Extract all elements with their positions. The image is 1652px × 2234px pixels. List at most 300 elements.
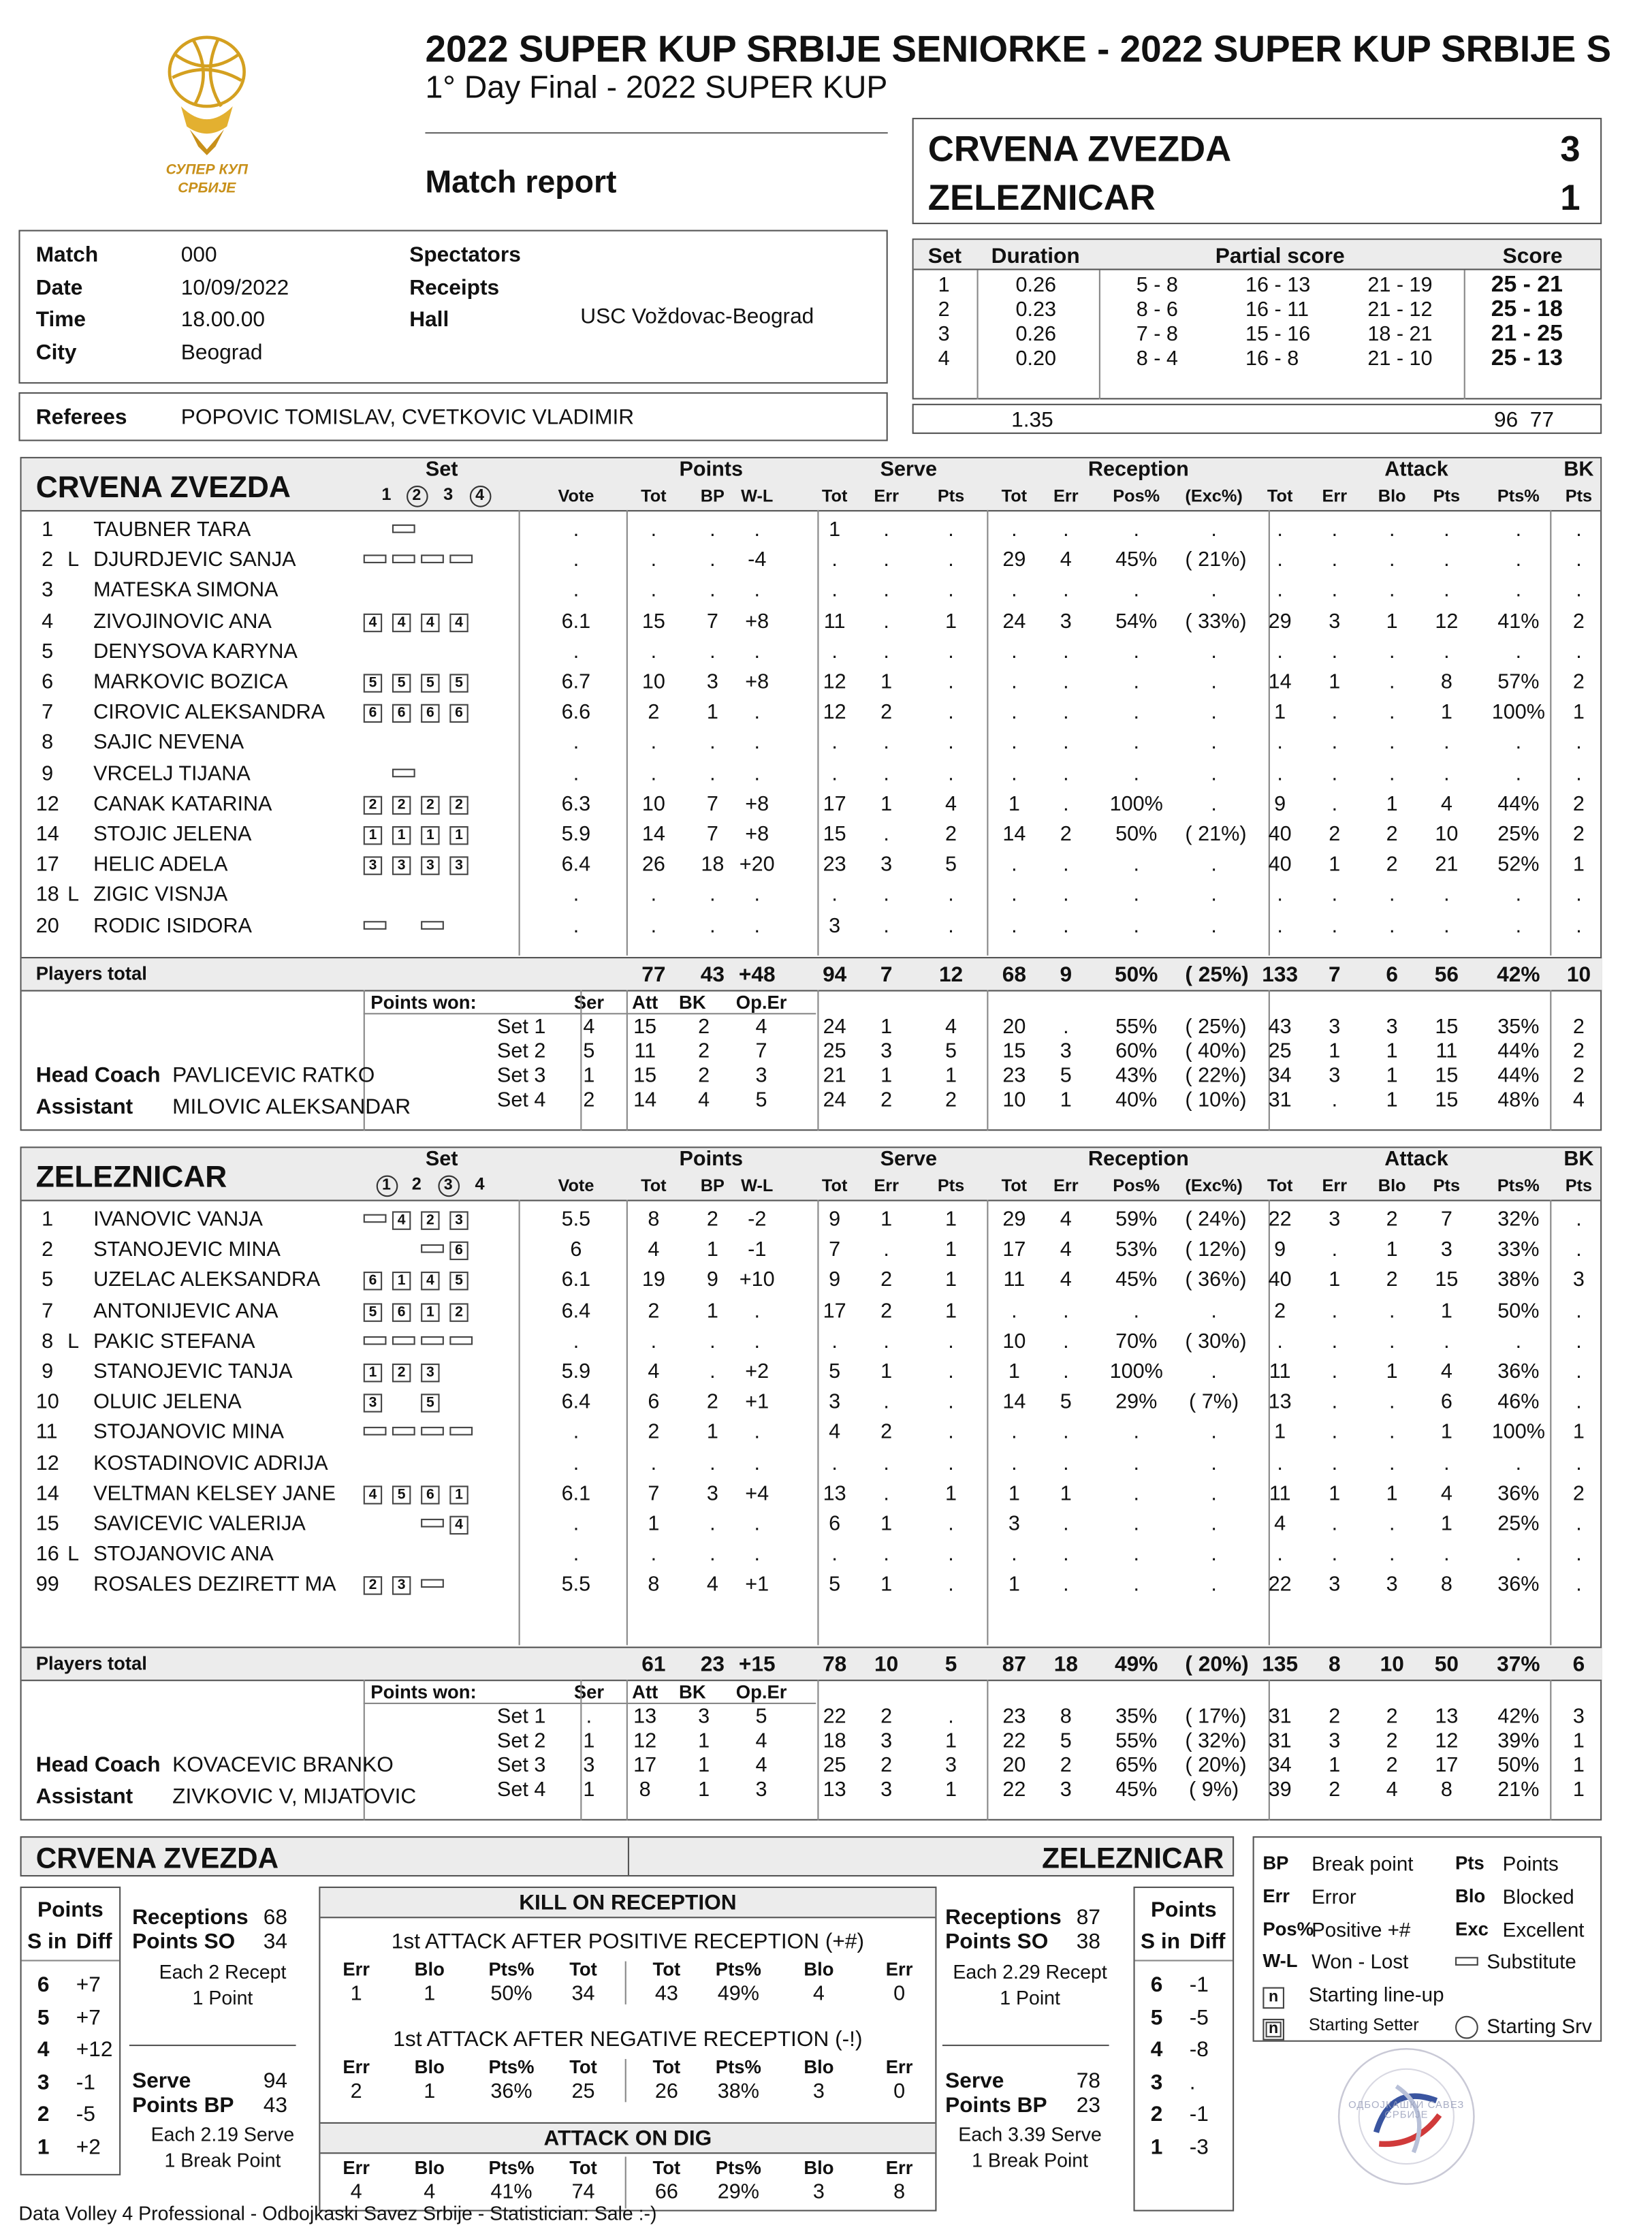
stat-cell: . xyxy=(1063,518,1069,542)
stat-cell: 15 xyxy=(823,823,846,847)
stat-cell: . xyxy=(1063,701,1069,725)
divider xyxy=(625,2059,626,2102)
stat-cell: . xyxy=(1133,518,1139,542)
points-won-cell: 2 xyxy=(583,1089,595,1112)
rotation-number: 5 xyxy=(1150,2005,1163,2030)
stat-cell: 26 xyxy=(641,853,665,877)
stat-cell: 24 xyxy=(1002,610,1026,633)
player-row xyxy=(22,1449,1602,1479)
stat-cell: . xyxy=(1331,1513,1338,1537)
divider xyxy=(364,1013,816,1014)
away-sets-won: 1 xyxy=(1560,178,1580,219)
legend-abbr: BP xyxy=(1262,1852,1289,1874)
subheader-tot: Tot xyxy=(641,1175,667,1196)
points-won-label: Points won: xyxy=(370,1681,477,1703)
total-cell: 18 xyxy=(1053,1652,1078,1677)
points-won-cell: 4 xyxy=(755,1754,767,1778)
summary-header xyxy=(20,1836,1235,1876)
dig-value: 4 xyxy=(424,2181,436,2205)
subheader-bp: BP xyxy=(700,1175,725,1196)
player-number: 7 xyxy=(42,701,54,725)
stat-cell: 1 xyxy=(706,1421,718,1445)
stat-cell: . xyxy=(754,731,761,755)
stat-cell: 32% xyxy=(1497,1208,1540,1231)
set-stat-cell: ( 25%) xyxy=(1185,1016,1247,1039)
set-stat-cell: ( 32%) xyxy=(1185,1729,1247,1753)
stat-cell: 2 xyxy=(1572,671,1585,694)
stat-cell: 1 xyxy=(1386,1482,1398,1506)
stat-cell: . xyxy=(831,762,838,786)
player-row xyxy=(22,821,1602,851)
stat-cell: . xyxy=(948,640,954,664)
header-points: Points xyxy=(679,1148,743,1171)
total-cell: 68 xyxy=(1002,962,1026,988)
sets-header-set: Set xyxy=(927,244,962,269)
stat-cell: 45% xyxy=(1115,1269,1158,1293)
rotation-diff: -1 xyxy=(1189,1972,1209,1998)
set-number: 4 xyxy=(938,347,950,371)
player-name: MARKOVIC BOZICA xyxy=(93,671,288,694)
starting-position: 3 xyxy=(421,857,439,875)
stat-cell: . xyxy=(1576,1300,1582,1323)
stat-cell: 11 xyxy=(1269,1360,1291,1384)
player-number: 8 xyxy=(42,731,54,755)
stat-cell: . xyxy=(883,549,889,573)
substitute-marker xyxy=(364,555,387,564)
away-rec-ratio-2: 1 Point xyxy=(1000,1987,1060,2009)
subheader-err: Err xyxy=(1322,1175,1348,1196)
stat-cell: . xyxy=(1576,549,1582,573)
points-won-cell: 7 xyxy=(755,1040,767,1064)
home-sets-won: 3 xyxy=(1560,129,1580,170)
dig-col-header: Blo xyxy=(414,2156,445,2179)
starting-position: 2 xyxy=(421,1211,439,1229)
rotation-diff: +12 xyxy=(76,2037,113,2062)
home-points-bp-label: Points BP xyxy=(132,2093,234,2118)
stat-cell: . xyxy=(573,518,579,542)
players-total-label: Players total xyxy=(35,962,147,985)
kor-col-header: Err xyxy=(343,1958,370,1981)
stat-cell: . xyxy=(1576,640,1582,664)
set-stat-cell: ( 40%) xyxy=(1185,1040,1247,1064)
stat-cell: . xyxy=(1331,1238,1338,1262)
player-row xyxy=(22,881,1602,911)
away-team-name: ZELEZNICAR xyxy=(927,178,1156,219)
points-won-cell: 3 xyxy=(755,1778,767,1802)
kor-value: 1 xyxy=(424,2080,436,2104)
set-stat-cell: 17 xyxy=(1435,1754,1459,1778)
dig-value: 4 xyxy=(350,2181,362,2205)
set-stat-cell: 4 xyxy=(1386,1778,1398,1802)
stat-cell: . xyxy=(948,1451,954,1475)
substitute-marker xyxy=(392,524,415,533)
stat-cell: 14 xyxy=(641,823,665,847)
stat-cell: . xyxy=(1331,884,1338,907)
player-number: 5 xyxy=(42,640,54,664)
rotation-diff: +2 xyxy=(76,2135,101,2160)
player-row xyxy=(22,912,1602,942)
players-total-label: Players total xyxy=(35,1652,147,1674)
set-stat-cell: 13 xyxy=(823,1778,846,1802)
stat-cell: . xyxy=(1576,1451,1582,1475)
stat-cell: . xyxy=(1011,671,1017,694)
stat-cell: 59% xyxy=(1115,1208,1158,1231)
stat-cell: . xyxy=(1277,1543,1283,1567)
stat-cell: . xyxy=(1277,518,1283,542)
stat-cell: . xyxy=(1388,671,1395,694)
dig-col-header: Err xyxy=(885,2156,913,2179)
player-row xyxy=(22,699,1602,729)
legend-abbr: Pts xyxy=(1455,1852,1484,1874)
set-stat-cell: 8 xyxy=(1440,1778,1452,1802)
set-stat-cell: 23 xyxy=(1002,1705,1026,1729)
points-won-ser: Ser xyxy=(573,991,605,1013)
player-row xyxy=(22,1541,1602,1571)
stat-cell: . xyxy=(573,1330,579,1353)
set-stat-cell: 21 xyxy=(823,1065,846,1088)
stat-cell: 2 xyxy=(1386,1208,1398,1231)
stat-cell: 1 xyxy=(945,1482,957,1506)
stat-cell: . xyxy=(1331,1330,1338,1353)
stat-cell: 1 xyxy=(648,1513,660,1537)
stat-cell: . xyxy=(573,731,579,755)
stat-cell: 38% xyxy=(1497,1269,1540,1293)
summary-home-name: CRVENA ZVEZDA xyxy=(35,1843,279,1876)
stat-cell: 5.9 xyxy=(561,823,591,847)
header-set: Set xyxy=(425,458,458,482)
libero-marker: L xyxy=(67,1330,80,1353)
substitute-marker xyxy=(421,555,444,564)
legend-text: Points xyxy=(1502,1852,1559,1876)
kor-value: 36% xyxy=(490,2080,533,2104)
stat-cell: +8 xyxy=(745,610,769,633)
points-won-cell: 1 xyxy=(698,1729,710,1753)
stat-cell: . xyxy=(1515,914,1522,938)
legend-start-icon: n xyxy=(1262,2019,1284,2041)
stat-cell: 1 xyxy=(1440,1300,1452,1323)
stat-cell: . xyxy=(650,1330,657,1353)
stat-cell: 4 xyxy=(1440,1482,1452,1506)
stat-cell: 3 xyxy=(706,1482,718,1506)
starting-position: 1 xyxy=(364,1364,382,1382)
partial-score-21: 21 - 10 xyxy=(1367,347,1433,371)
away-points-so-label: Points SO xyxy=(945,1930,1049,1955)
points-won-cell: 5 xyxy=(583,1040,595,1064)
stat-cell: 2 xyxy=(1329,823,1341,847)
dig-value: 66 xyxy=(654,2181,678,2205)
header-attack: Attack xyxy=(1384,1148,1448,1171)
subheader-pts: Pts xyxy=(1565,486,1593,506)
rotation-number: 1 xyxy=(37,2135,50,2160)
stat-cell: 3 xyxy=(706,671,718,694)
set-stat-cell: 13 xyxy=(1435,1705,1459,1729)
kor-col-header: Pts% xyxy=(488,2056,535,2078)
home-receptions-panel xyxy=(129,1905,296,2192)
stat-cell: 3 xyxy=(1329,1208,1341,1231)
stat-cell: . xyxy=(1331,914,1338,938)
player-name: ZIVOJINOVIC ANA xyxy=(93,610,272,633)
kor-section-title: 1st ATTACK AFTER NEGATIVE RECEPTION (-!) xyxy=(393,2027,863,2052)
stat-cell: . xyxy=(1388,884,1395,907)
away-receptions-label: Receptions xyxy=(945,1905,1062,1930)
stat-cell: . xyxy=(1133,1513,1139,1537)
player-row xyxy=(22,1419,1602,1449)
stat-cell: . xyxy=(1388,1421,1395,1445)
stat-cell: . xyxy=(1063,1573,1069,1597)
stat-cell: 3 xyxy=(1572,1269,1585,1293)
rotation-sin-label: S in xyxy=(27,1930,67,1955)
head-coach-label: Head Coach xyxy=(35,1063,161,1088)
set-stat-cell: 1 xyxy=(1060,1089,1072,1112)
substitute-marker xyxy=(421,1336,444,1344)
set-number-label: 3 xyxy=(443,484,454,505)
stat-cell: . xyxy=(1277,579,1283,603)
set-column-3 xyxy=(436,1174,460,1197)
stat-cell: . xyxy=(1011,1421,1017,1445)
stat-cell: . xyxy=(831,1451,838,1475)
legend-text: Substitute xyxy=(1487,1949,1576,1973)
stat-cell: 6.4 xyxy=(561,853,591,877)
stat-cell: . xyxy=(754,914,761,938)
player-name: CIROVIC ALEKSANDRA xyxy=(93,701,325,725)
legend-box xyxy=(1253,1836,1602,2042)
set-stat-cell: 3 xyxy=(1329,1729,1341,1753)
partial-score-21: 21 - 19 xyxy=(1367,274,1433,298)
stat-cell: ( 7%) xyxy=(1189,1391,1239,1415)
player-name: ANTONIJEVIC ANA xyxy=(93,1300,279,1323)
set-stat-cell: 31 xyxy=(1268,1729,1292,1753)
home-team-name: CRVENA ZVEZDA xyxy=(927,129,1232,170)
subheader-pts: Pts xyxy=(1433,1175,1461,1196)
players-total-row xyxy=(22,1647,1602,1682)
stat-cell: 12 xyxy=(823,701,846,725)
stat-cell: 1 xyxy=(706,701,718,725)
player-name: SAVICEVIC VALERIJA xyxy=(93,1513,306,1537)
stat-cell: . xyxy=(1515,1330,1522,1353)
team-header xyxy=(22,458,1600,512)
assistant-name: MILOVIC ALEKSANDAR xyxy=(172,1095,411,1120)
points-won-cell: 2 xyxy=(698,1016,710,1039)
set-stat-cell: 3 xyxy=(880,1729,893,1753)
stat-cell: . xyxy=(1211,640,1217,664)
stat-cell: 1 xyxy=(1440,1513,1452,1537)
starting-position: 2 xyxy=(449,1303,468,1321)
subheader-tot: Tot xyxy=(821,1175,848,1196)
stat-cell: . xyxy=(710,1543,716,1567)
partial-score-8: 7 - 8 xyxy=(1136,323,1178,347)
stat-cell: 1 xyxy=(945,1238,957,1262)
starting-position: 6 xyxy=(364,704,382,723)
kor-value: 43 xyxy=(654,1983,678,2007)
stat-cell: 3 xyxy=(880,853,893,877)
legend-serve-circle-icon xyxy=(1455,2016,1478,2039)
player-name: STOJANOVIC MINA xyxy=(93,1421,285,1445)
head-coach-name: PAVLICEVIC RATKO xyxy=(172,1063,375,1088)
stat-cell: . xyxy=(948,1513,954,1537)
player-row xyxy=(22,1266,1602,1296)
stat-cell: . xyxy=(1063,1421,1069,1445)
header-set: Set xyxy=(425,1148,458,1171)
stat-cell: . xyxy=(1576,914,1582,938)
player-row xyxy=(22,790,1602,820)
subheader-err: Err xyxy=(1053,1175,1079,1196)
dig-value: 41% xyxy=(490,2181,533,2205)
set-column-3 xyxy=(436,484,460,505)
set-stat-cell: ( 22%) xyxy=(1185,1065,1247,1088)
player-name: KOSTADINOVIC ADRIJA xyxy=(93,1451,328,1475)
away-team-table xyxy=(20,1146,1602,1820)
starting-position: 4 xyxy=(449,1516,468,1535)
starting-position: 4 xyxy=(421,613,439,631)
total-cell: ( 20%) xyxy=(1185,1652,1249,1677)
stat-cell: . xyxy=(1063,731,1069,755)
partial-score-8: 8 - 4 xyxy=(1136,347,1178,371)
total-cell: 50% xyxy=(1115,962,1158,988)
stat-cell: 4 xyxy=(829,1421,841,1445)
stat-cell: 3 xyxy=(1008,1513,1020,1537)
stat-cell: 1 xyxy=(706,1300,718,1323)
substitute-marker xyxy=(364,1214,387,1223)
player-number: 5 xyxy=(42,1269,54,1293)
player-name: RODIC ISIDORA xyxy=(93,914,252,938)
kor-col-header: Tot xyxy=(569,2056,597,2078)
set-column-4 xyxy=(468,484,492,507)
stat-cell: 8 xyxy=(1440,671,1452,694)
subheader-exc: (Exc%) xyxy=(1185,1175,1243,1196)
stat-cell: 11 xyxy=(823,610,846,633)
divider xyxy=(22,1960,119,1961)
set-stat-cell: 45% xyxy=(1115,1778,1158,1802)
federation-logo-text: ОДБОЈКАШКИ САВЕЗ СРБИЈЕ xyxy=(1348,2101,1465,2121)
dig-col-header: Pts% xyxy=(488,2156,535,2179)
set-stats-label: Set 3 xyxy=(496,1065,546,1088)
set-stat-cell: 3 xyxy=(945,1754,957,1778)
match-city: Beograd xyxy=(180,340,263,365)
rotation-number: 2 xyxy=(37,2103,50,2128)
home-points-so: 34 xyxy=(263,1930,287,1955)
substitute-marker xyxy=(421,1579,444,1588)
stat-cell: . xyxy=(710,884,716,907)
player-number: 16 xyxy=(35,1543,59,1567)
player-number: 15 xyxy=(35,1513,59,1537)
stat-cell: . xyxy=(1277,1330,1283,1353)
sets-header-duration: Duration xyxy=(991,244,1080,269)
stat-cell: . xyxy=(948,1330,954,1353)
set-stat-cell: 2 xyxy=(880,1705,893,1729)
stat-cell: 4 xyxy=(706,1573,718,1597)
kor-col-header: Tot xyxy=(652,1958,681,1981)
stat-cell: . xyxy=(1576,518,1582,542)
stat-cell: . xyxy=(948,884,954,907)
home-serve: 94 xyxy=(263,2068,287,2094)
stat-cell: 3 xyxy=(1060,610,1072,633)
total-cell: 61 xyxy=(641,1652,666,1677)
stat-cell: 1 xyxy=(1008,1360,1020,1384)
rotation-diff: -3 xyxy=(1189,2135,1209,2160)
legend-text: Blocked xyxy=(1502,1885,1574,1908)
player-number: 3 xyxy=(42,579,54,603)
set-stat-cell: 18 xyxy=(823,1729,846,1753)
kor-col-header: Err xyxy=(885,1958,913,1981)
stat-cell: 2 xyxy=(648,1300,660,1323)
set-stat-cell: 35% xyxy=(1497,1016,1540,1039)
total-cell: 37% xyxy=(1497,1652,1540,1677)
stat-cell: . xyxy=(1576,1391,1582,1415)
stat-cell: 2 xyxy=(1060,823,1072,847)
stat-cell: . xyxy=(1515,884,1522,907)
set-stat-cell: 1 xyxy=(1329,1040,1341,1064)
kor-col-header: Tot xyxy=(652,2056,681,2078)
set-stat-cell: ( 20%) xyxy=(1185,1754,1247,1778)
stat-cell: 1 xyxy=(1386,793,1398,816)
stat-cell: 1 xyxy=(945,610,957,633)
away-serve-ratio-2: 1 Break Point xyxy=(972,2149,1089,2171)
set-stat-cell: 1 xyxy=(1329,1754,1341,1778)
substitute-marker xyxy=(421,1519,444,1528)
stat-cell: . xyxy=(1211,518,1217,542)
starting-position: 5 xyxy=(392,674,411,692)
player-number: 11 xyxy=(35,1421,58,1445)
stat-cell: . xyxy=(948,731,954,755)
stat-cell: . xyxy=(710,549,716,573)
partial-score-8: 5 - 8 xyxy=(1136,274,1178,298)
stat-cell: . xyxy=(1444,914,1450,938)
set-stat-cell: 24 xyxy=(823,1089,846,1112)
partial-score-16: 16 - 8 xyxy=(1245,347,1299,371)
starting-position: 5 xyxy=(364,674,382,692)
stat-cell: . xyxy=(1331,731,1338,755)
stat-cell: . xyxy=(754,1421,761,1445)
points-won-cell: 4 xyxy=(755,1729,767,1753)
substitute-marker xyxy=(449,1336,473,1344)
player-number: 10 xyxy=(35,1391,59,1415)
player-number: 6 xyxy=(42,671,54,694)
player-row xyxy=(22,1236,1602,1266)
stat-cell: 22 xyxy=(1268,1208,1292,1231)
set-stat-cell: ( 10%) xyxy=(1185,1089,1247,1112)
subheader-err: Err xyxy=(874,1175,899,1196)
stat-cell: . xyxy=(1388,1330,1395,1353)
divider xyxy=(364,1703,816,1704)
stat-cell: ( 33%) xyxy=(1185,610,1247,633)
points-won-cell: 15 xyxy=(633,1065,657,1088)
total-duration: 1.35 xyxy=(1011,408,1053,432)
referees-names: POPOVIC TOMISLAV, CVETKOVIC VLADIMIR xyxy=(180,405,635,430)
set-stat-cell: 3 xyxy=(880,1778,893,1802)
starting-position: 5 xyxy=(392,1485,411,1504)
set-stat-cell: 43 xyxy=(1268,1016,1292,1039)
kor-col-header: Err xyxy=(343,2056,370,2078)
legend-text: Error xyxy=(1312,1885,1356,1908)
starting-position: 5 xyxy=(421,674,439,692)
player-row xyxy=(22,1206,1602,1236)
stat-cell: . xyxy=(1133,1482,1139,1506)
set-duration: 0.23 xyxy=(1015,298,1057,322)
dig-title: ATTACK ON DIG xyxy=(543,2126,712,2152)
stat-cell: 4 xyxy=(648,1238,660,1262)
stat-cell: . xyxy=(1277,884,1283,907)
rotation-number: 3 xyxy=(37,2070,50,2095)
set-stat-cell: 2 xyxy=(1329,1705,1341,1729)
stat-cell: . xyxy=(831,640,838,664)
set-column-4 xyxy=(468,1174,492,1195)
stat-cell: . xyxy=(1133,1573,1139,1597)
stat-cell: 4 xyxy=(945,793,957,816)
stat-cell: +1 xyxy=(745,1573,769,1597)
stat-cell: . xyxy=(883,1451,889,1475)
set-stats-row xyxy=(22,1040,1602,1065)
stat-cell: . xyxy=(1576,762,1582,786)
